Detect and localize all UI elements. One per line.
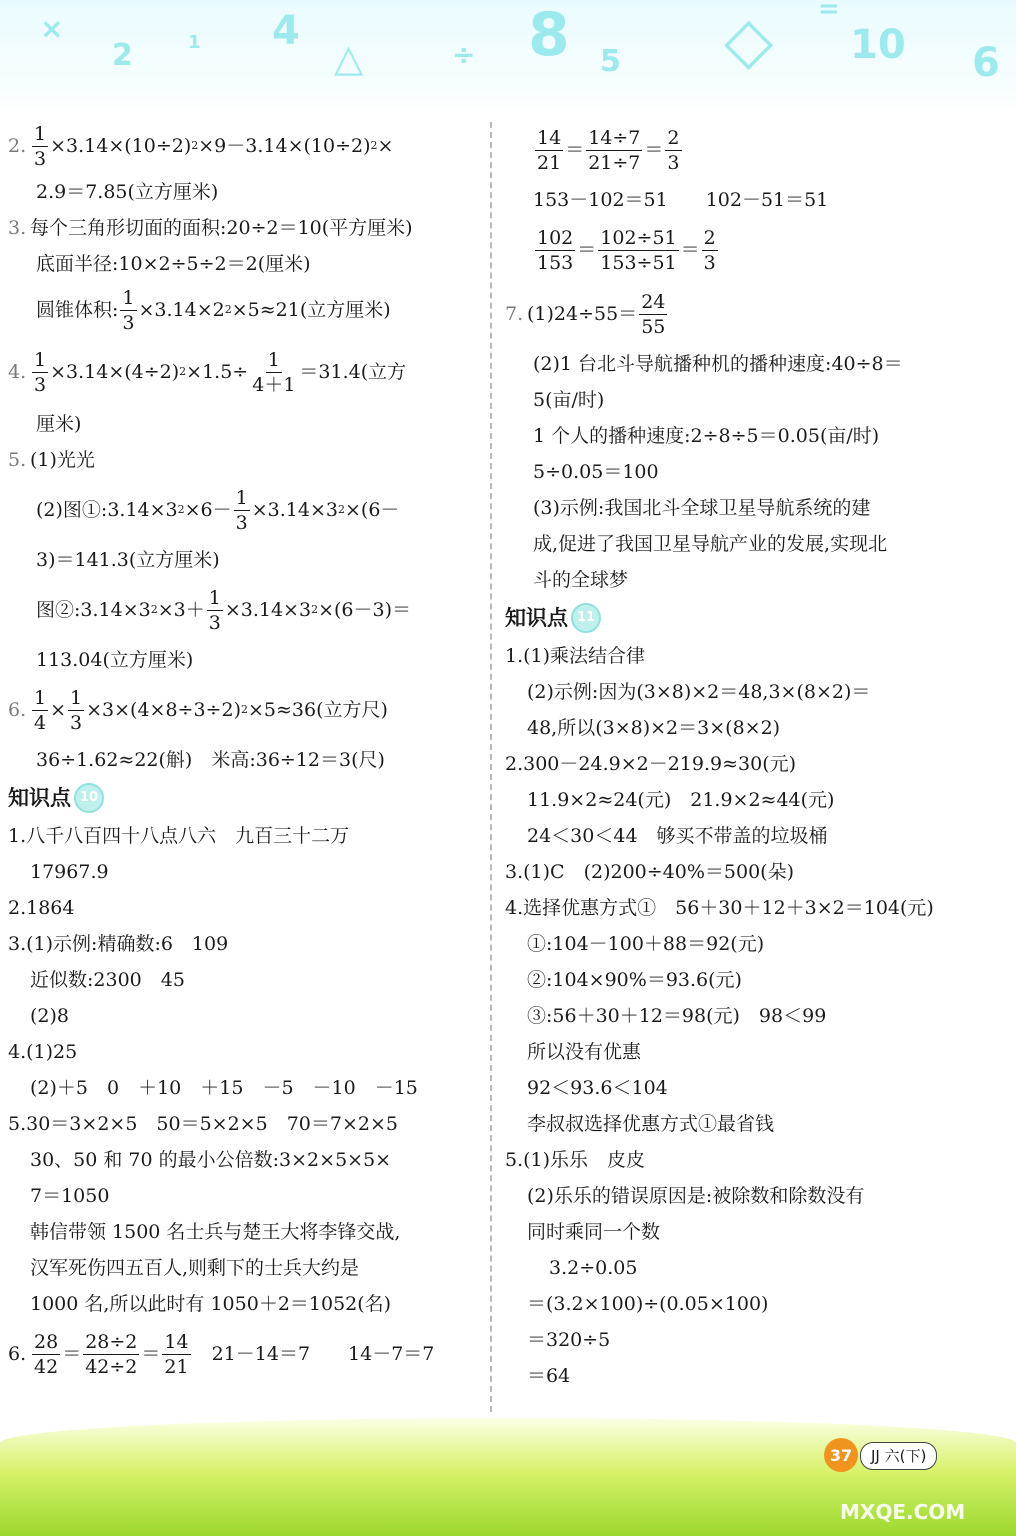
- s11-q4e: 所以没有优惠: [527, 1041, 642, 1063]
- s11-q2c: 24＜30＜44 够买不带盖的垃圾桶: [527, 825, 828, 847]
- s10-q5e: 汉军死伤四五百人,则剩下的士兵大约是: [30, 1257, 360, 1279]
- q5-text: ×6－: [184, 499, 232, 521]
- equals: ＝: [680, 239, 700, 261]
- fraction-2-3: $\frac{2}{3}$: [703, 226, 716, 274]
- q4-line1: [8, 338, 478, 406]
- q6-text: ×: [50, 699, 67, 721]
- q5-line4: [8, 578, 478, 642]
- fraction-2-3: $\frac{2}{3}$: [667, 126, 680, 174]
- q3-text: 每个三角形切面的面积:20÷2＝10(平方厘米): [30, 217, 413, 239]
- q7-b1: (2)1 台北斗导航播种机的播种速度:40÷8＝: [533, 353, 903, 375]
- s11-q5c: 同时乘同一个数: [527, 1221, 661, 1243]
- s11-q4f: 92＜93.6＜104: [527, 1077, 668, 1099]
- q5-line3: 3)＝141.3(立方厘米): [36, 549, 220, 571]
- fraction-14d7-21d7: $\frac{14\div 7}{21\div 7}$: [588, 126, 641, 174]
- header-decoration: [0, 0, 1016, 115]
- s10-q5d: 韩信带领 1500 名士兵与楚王大将李锋交战,: [30, 1221, 401, 1243]
- left-column: [8, 118, 478, 1386]
- decor-glyph: ◇: [724, 4, 774, 78]
- decor-glyph: ÷: [452, 38, 476, 71]
- section-11-title: [505, 598, 975, 638]
- q2-text-c: ×: [377, 135, 394, 157]
- s11-q1a: 1.(1)乘法结合律: [505, 645, 646, 667]
- q3-text: ×3.14×2: [138, 299, 225, 321]
- s11-q4g: 李叔叔选择优惠方式①最省钱: [527, 1113, 775, 1135]
- decor-glyph: 1: [188, 32, 201, 53]
- q2-text-b: ×9－3.14×(10÷2): [198, 135, 371, 157]
- fraction-28d2-42d2: $\frac{28\div 2}{42\div 2}$: [85, 1330, 138, 1378]
- s10-q3a: 3.(1)示例:精确数:6 109: [8, 933, 229, 955]
- q5-line5: 113.04(立方厘米): [36, 649, 194, 671]
- equals: ＝: [644, 139, 664, 161]
- q2-text-a: ×3.14×(10÷2): [50, 135, 192, 157]
- exponent: 2: [191, 139, 199, 152]
- fraction-1-over-4-plus-1: $\frac{1}{4+1}$: [252, 348, 296, 396]
- equals: ＝: [141, 1343, 161, 1365]
- s11-q2b: 11.9×2≈24(元) 21.9×2≈44(元): [527, 789, 835, 811]
- exponent: 2: [224, 303, 232, 316]
- s11-q3: 3.(1)C (2)200÷40%＝500(朵): [505, 861, 794, 883]
- q3-line3: [8, 282, 478, 338]
- s11-q4a: 4.选择优惠方式① 56＋30＋12＋3×2＝104(元): [505, 897, 934, 919]
- s11-q1c: 48,所以(3×8)×2＝3×(8×2): [527, 717, 781, 739]
- decor-glyph: △: [334, 36, 364, 80]
- fraction-14-21: $\frac{14}{21}$: [537, 126, 562, 174]
- section-badge: 10: [74, 783, 104, 813]
- question-number: 3.: [8, 217, 27, 239]
- decor-glyph: 5: [600, 44, 621, 79]
- s11-q5f: ＝320÷5: [527, 1329, 611, 1351]
- q5-line2: [8, 478, 478, 542]
- decor-glyph: 6: [972, 40, 1000, 86]
- fraction-1-3: $\frac{1}{3}$: [122, 286, 135, 334]
- s10-q5c: 7＝1050: [30, 1185, 110, 1207]
- decor-glyph: 2: [112, 38, 133, 73]
- s10-q2: 2.1864: [8, 897, 75, 919]
- q5-text: (1)光光: [30, 449, 95, 471]
- exponent: 2: [240, 703, 248, 716]
- fraction-1-3: $\frac{1}{3}$: [235, 486, 248, 534]
- s10-q3b: 近似数:2300 45: [30, 969, 185, 991]
- s10-q1b: 17967.9: [30, 861, 109, 883]
- section-badge: 11: [571, 603, 601, 633]
- q5-text: ×3.14×3: [251, 499, 338, 521]
- s10-q5a: 5.30＝3×2×5 50＝5×2×5 70＝7×2×5: [8, 1113, 398, 1135]
- fraction-102d51-153d51: $\frac{102\div 51}{153\div 51}$: [600, 226, 677, 274]
- r-fraction-line1: [505, 118, 975, 182]
- q2-line2: 2.9＝7.85(立方厘米): [36, 181, 219, 203]
- exponent: 2: [177, 503, 185, 516]
- q5-text: ×(6－3)＝: [318, 599, 411, 621]
- decor-glyph: =: [818, 0, 840, 24]
- q6-text: ×3×(4×8÷3÷2): [86, 699, 241, 721]
- q5-text: 图②:3.14×3: [36, 599, 151, 621]
- q4-text: ×1.5÷: [186, 361, 249, 383]
- q7-c3: 斗的全球梦: [533, 569, 629, 591]
- s10-q6-text: 21－14＝7 14－7＝7: [192, 1343, 435, 1365]
- decor-glyph: 10: [850, 22, 906, 68]
- r-line2: 153－102＝51 102－51＝51: [533, 189, 829, 211]
- s11-q4d: ③:56＋30＋12＝98(元) 98＜99: [527, 1005, 827, 1027]
- fraction-1-3: $\frac{1}{3}$: [34, 348, 47, 396]
- s11-q5g: ＝64: [527, 1365, 571, 1387]
- decor-glyph: 8: [528, 0, 570, 70]
- decor-glyph: 4: [272, 8, 300, 54]
- question-number: 6.: [8, 699, 27, 721]
- q5-line1: [8, 442, 478, 478]
- s10-q6: [8, 1322, 478, 1386]
- fraction-28-42: $\frac{28}{42}$: [34, 1330, 59, 1378]
- section-title-text: 知识点: [505, 606, 568, 630]
- q2-line1: [8, 118, 478, 174]
- fraction-1-3: $\frac{1}{3}$: [208, 586, 221, 634]
- q7-b3: 1 个人的播种速度:2÷8÷5＝0.05(亩/时): [533, 425, 880, 447]
- q3-line1: [8, 210, 478, 246]
- column-divider: [490, 122, 492, 1412]
- question-number: 2.: [8, 135, 27, 157]
- fraction-14-21: $\frac{14}{21}$: [164, 1330, 189, 1378]
- equals: ＝: [565, 139, 585, 161]
- s10-q1: 1.八千八百四十八点八六 九百三十二万: [8, 825, 350, 847]
- page-number: 37: [824, 1438, 858, 1472]
- q5-text: (2)图①:3.14×3: [36, 499, 178, 521]
- exponent: 2: [179, 365, 187, 378]
- q4-line2: 厘米): [36, 413, 82, 435]
- s11-q2a: 2.300－24.9×2－219.9≈30(元): [505, 753, 797, 775]
- fraction-24-55: $\frac{24}{55}$: [641, 290, 666, 338]
- q6-line1: [8, 678, 478, 742]
- s11-q5e: ＝(3.2×100)÷(0.05×100): [527, 1293, 769, 1315]
- exponent: 2: [150, 603, 158, 616]
- s11-q5b: (2)乐乐的错误原因是:被除数和除数没有: [527, 1185, 865, 1207]
- q5-text: ×3.14×3: [224, 599, 312, 621]
- q7-text: (1)24÷55＝: [527, 303, 638, 325]
- fraction-1-3: $\frac{1}{3}$: [70, 686, 83, 734]
- s10-q5b: 30、50 和 70 的最小公倍数:3×2×5×5×: [30, 1149, 392, 1171]
- right-column: [505, 118, 975, 1394]
- equals: ＝: [62, 1343, 82, 1365]
- fraction-1-4: $\frac{1}{4}$: [34, 686, 47, 734]
- exponent: 2: [311, 603, 319, 616]
- s11-q5d: 3.2÷0.05: [549, 1257, 638, 1279]
- q5-text: ×3＋: [157, 599, 205, 621]
- question-number: 6.: [8, 1343, 27, 1365]
- s11-q4b: ①:104－100＋88＝92(元): [527, 933, 765, 955]
- s10-q4b: (2)＋5 0 ＋10 ＋15 －5 －10 －15: [30, 1077, 418, 1099]
- q7-b4: 5÷0.05＝100: [533, 461, 659, 483]
- q7-b2: 5(亩/时): [533, 389, 605, 411]
- question-number: 5.: [8, 449, 27, 471]
- question-number: 7.: [505, 303, 524, 325]
- section-10-title: [8, 778, 478, 818]
- grade-label: JJ 六(下): [860, 1442, 937, 1470]
- q4-text: ＝31.4(立方: [299, 361, 407, 383]
- s11-q5a: 5.(1)乐乐 皮皮: [505, 1149, 646, 1171]
- q3-line2: 底面半径:10×2÷5÷2＝2(厘米): [36, 253, 311, 275]
- equals: ＝: [577, 239, 597, 261]
- s10-q3c: (2)8: [30, 1005, 70, 1027]
- exponent: 2: [337, 503, 345, 516]
- s10-q5f: 1000 名,所以此时有 1050＋2＝1052(名): [30, 1293, 392, 1315]
- q7-line1: [505, 282, 975, 346]
- q3-text: ×5≈21(立方厘米): [231, 299, 391, 321]
- r-fraction-line3: [505, 218, 975, 282]
- q4-text: ×3.14×(4÷2): [50, 361, 180, 383]
- q3-text: 圆锥体积:: [36, 299, 119, 321]
- q6-line2: 36÷1.62≈22(斛) 米高:36÷12＝3(尺): [36, 749, 385, 771]
- q7-c1: (3)示例:我国北斗全球卫星导航系统的建: [533, 497, 871, 519]
- question-number: 4.: [8, 361, 27, 383]
- s10-q4a: 4.(1)25: [8, 1041, 78, 1063]
- exponent: 2: [370, 139, 378, 152]
- fraction-102-153: $\frac{102}{153}$: [537, 226, 574, 274]
- q6-text: ×5≈36(立方尺): [247, 699, 388, 721]
- section-title-text: 知识点: [8, 786, 71, 810]
- q7-c2: 成,促进了我国卫星导航产业的发展,实现北: [533, 533, 888, 555]
- s11-q4c: ②:104×90%＝93.6(元): [527, 969, 742, 991]
- s11-q1b: (2)示例:因为(3×8)×2＝48,3×(8×2)＝: [527, 681, 871, 703]
- decor-glyph: ×: [40, 12, 64, 45]
- q5-text: ×(6－: [344, 499, 400, 521]
- watermark-text: MXQE.COM: [840, 1500, 966, 1524]
- fraction-1-3: $\frac{1}{3}$: [34, 122, 47, 170]
